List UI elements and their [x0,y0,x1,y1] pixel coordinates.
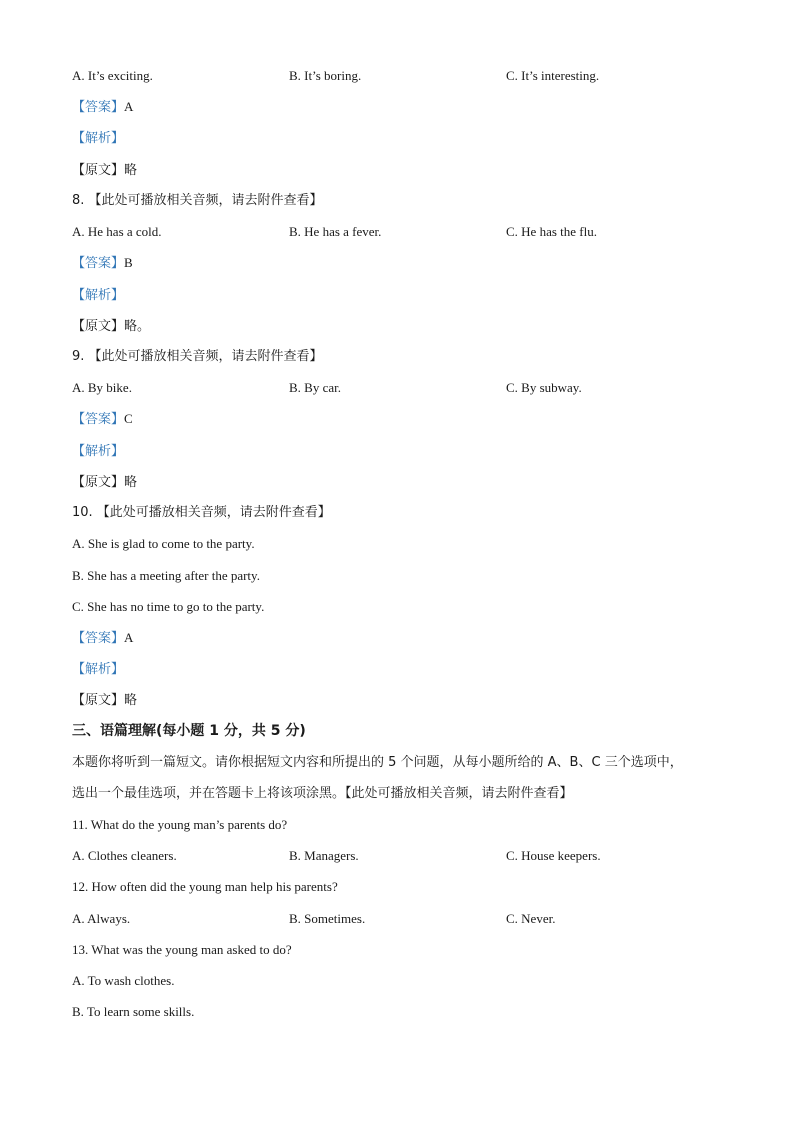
original-value: 略 [124,693,138,708]
q13-stem: 13. What was the young man asked to do? [72,942,292,957]
q10-analysis-row [72,661,124,678]
original-tag: 【原文】 [72,475,125,490]
q10-option-c: C. She has no time to go to the party. [72,599,265,614]
analysis-tag: 【解析】 [72,662,125,677]
answer-value: C [124,411,133,426]
q12-stem: 12. How often did the young man help his parents? [72,879,338,894]
q8-original-row [72,318,150,335]
analysis-tag: 【解析】 [72,444,125,459]
q9-analysis-row [72,443,124,460]
original-tag: 【原文】 [72,693,125,708]
original-value: 略。 [124,319,151,334]
q9-answer-row [72,411,133,428]
analysis-tag: 【解析】 [72,288,125,303]
q10-original-row [72,692,137,709]
q11-option-a: A. Clothes cleaners. [72,848,177,863]
q9-option-a: A. By bike. [72,380,132,395]
q7-option-a: A. It’s exciting. [72,68,153,83]
q7-original-row [72,162,137,179]
original-tag: 【原文】 [72,163,125,178]
analysis-tag: 【解析】 [72,131,125,146]
q8-option-a: A. He has a cold. [72,224,162,239]
section-instructions-line1: 本题你将听到一篇短文。请你根据短文内容和所提出的 5 个问题，从每小题所给的 A、B、C 三个选项中， [72,755,683,770]
q9-original-row [72,474,137,491]
original-value: 略 [124,475,138,490]
original-value: 略 [124,163,138,178]
section-title: 三、语篇理解(每小题 1 分，共 5 分) [72,723,306,739]
answer-value: A [124,630,134,645]
answer-value: A [124,99,134,114]
q11-stem: 11. What do the young man’s parents do? [72,817,288,832]
answer-tag: 【答案】 [72,256,125,271]
original-tag: 【原文】 [72,319,125,334]
q10-stem: 10. 【此处可播放相关音频，请去附件查看】 [72,505,331,520]
q8-option-c: C. He has the flu. [506,224,597,239]
q8-answer-row [72,255,133,272]
q13-option-b: B. To learn some skills. [72,1004,195,1019]
q11-option-b: B. Managers. [289,848,359,863]
q10-option-a: A. She is glad to come to the party. [72,536,255,551]
section-instructions-line2: 选出一个最佳选项，并在答题卡上将该项涂黑。【此处可播放相关音频，请去附件查看】 [72,786,573,801]
answer-tag: 【答案】 [72,631,125,646]
q8-stem: 8. 【此处可播放相关音频，请去附件查看】 [72,193,323,208]
q10-answer-row [72,630,133,647]
q8-analysis-row [72,287,124,304]
q7-answer-row [72,99,133,116]
q10-option-b: B. She has a meeting after the party. [72,568,260,583]
q9-option-c: C. By subway. [506,380,582,395]
q8-option-b: B. He has a fever. [289,224,382,239]
q12-option-c: C. Never. [506,911,556,926]
q12-option-a: A. Always. [72,911,131,926]
answer-tag: 【答案】 [72,100,125,115]
q9-stem: 9. 【此处可播放相关音频，请去附件查看】 [72,349,323,364]
q7-analysis-row [72,130,124,147]
answer-value: B [124,255,133,270]
q12-option-b: B. Sometimes. [289,911,366,926]
q11-option-c: C. House keepers. [506,848,601,863]
q13-option-a: A. To wash clothes. [72,973,175,988]
q9-option-b: B. By car. [289,380,341,395]
answer-tag: 【答案】 [72,412,125,427]
q7-option-b: B. It’s boring. [289,68,362,83]
q7-option-c: C. It’s interesting. [506,68,600,83]
